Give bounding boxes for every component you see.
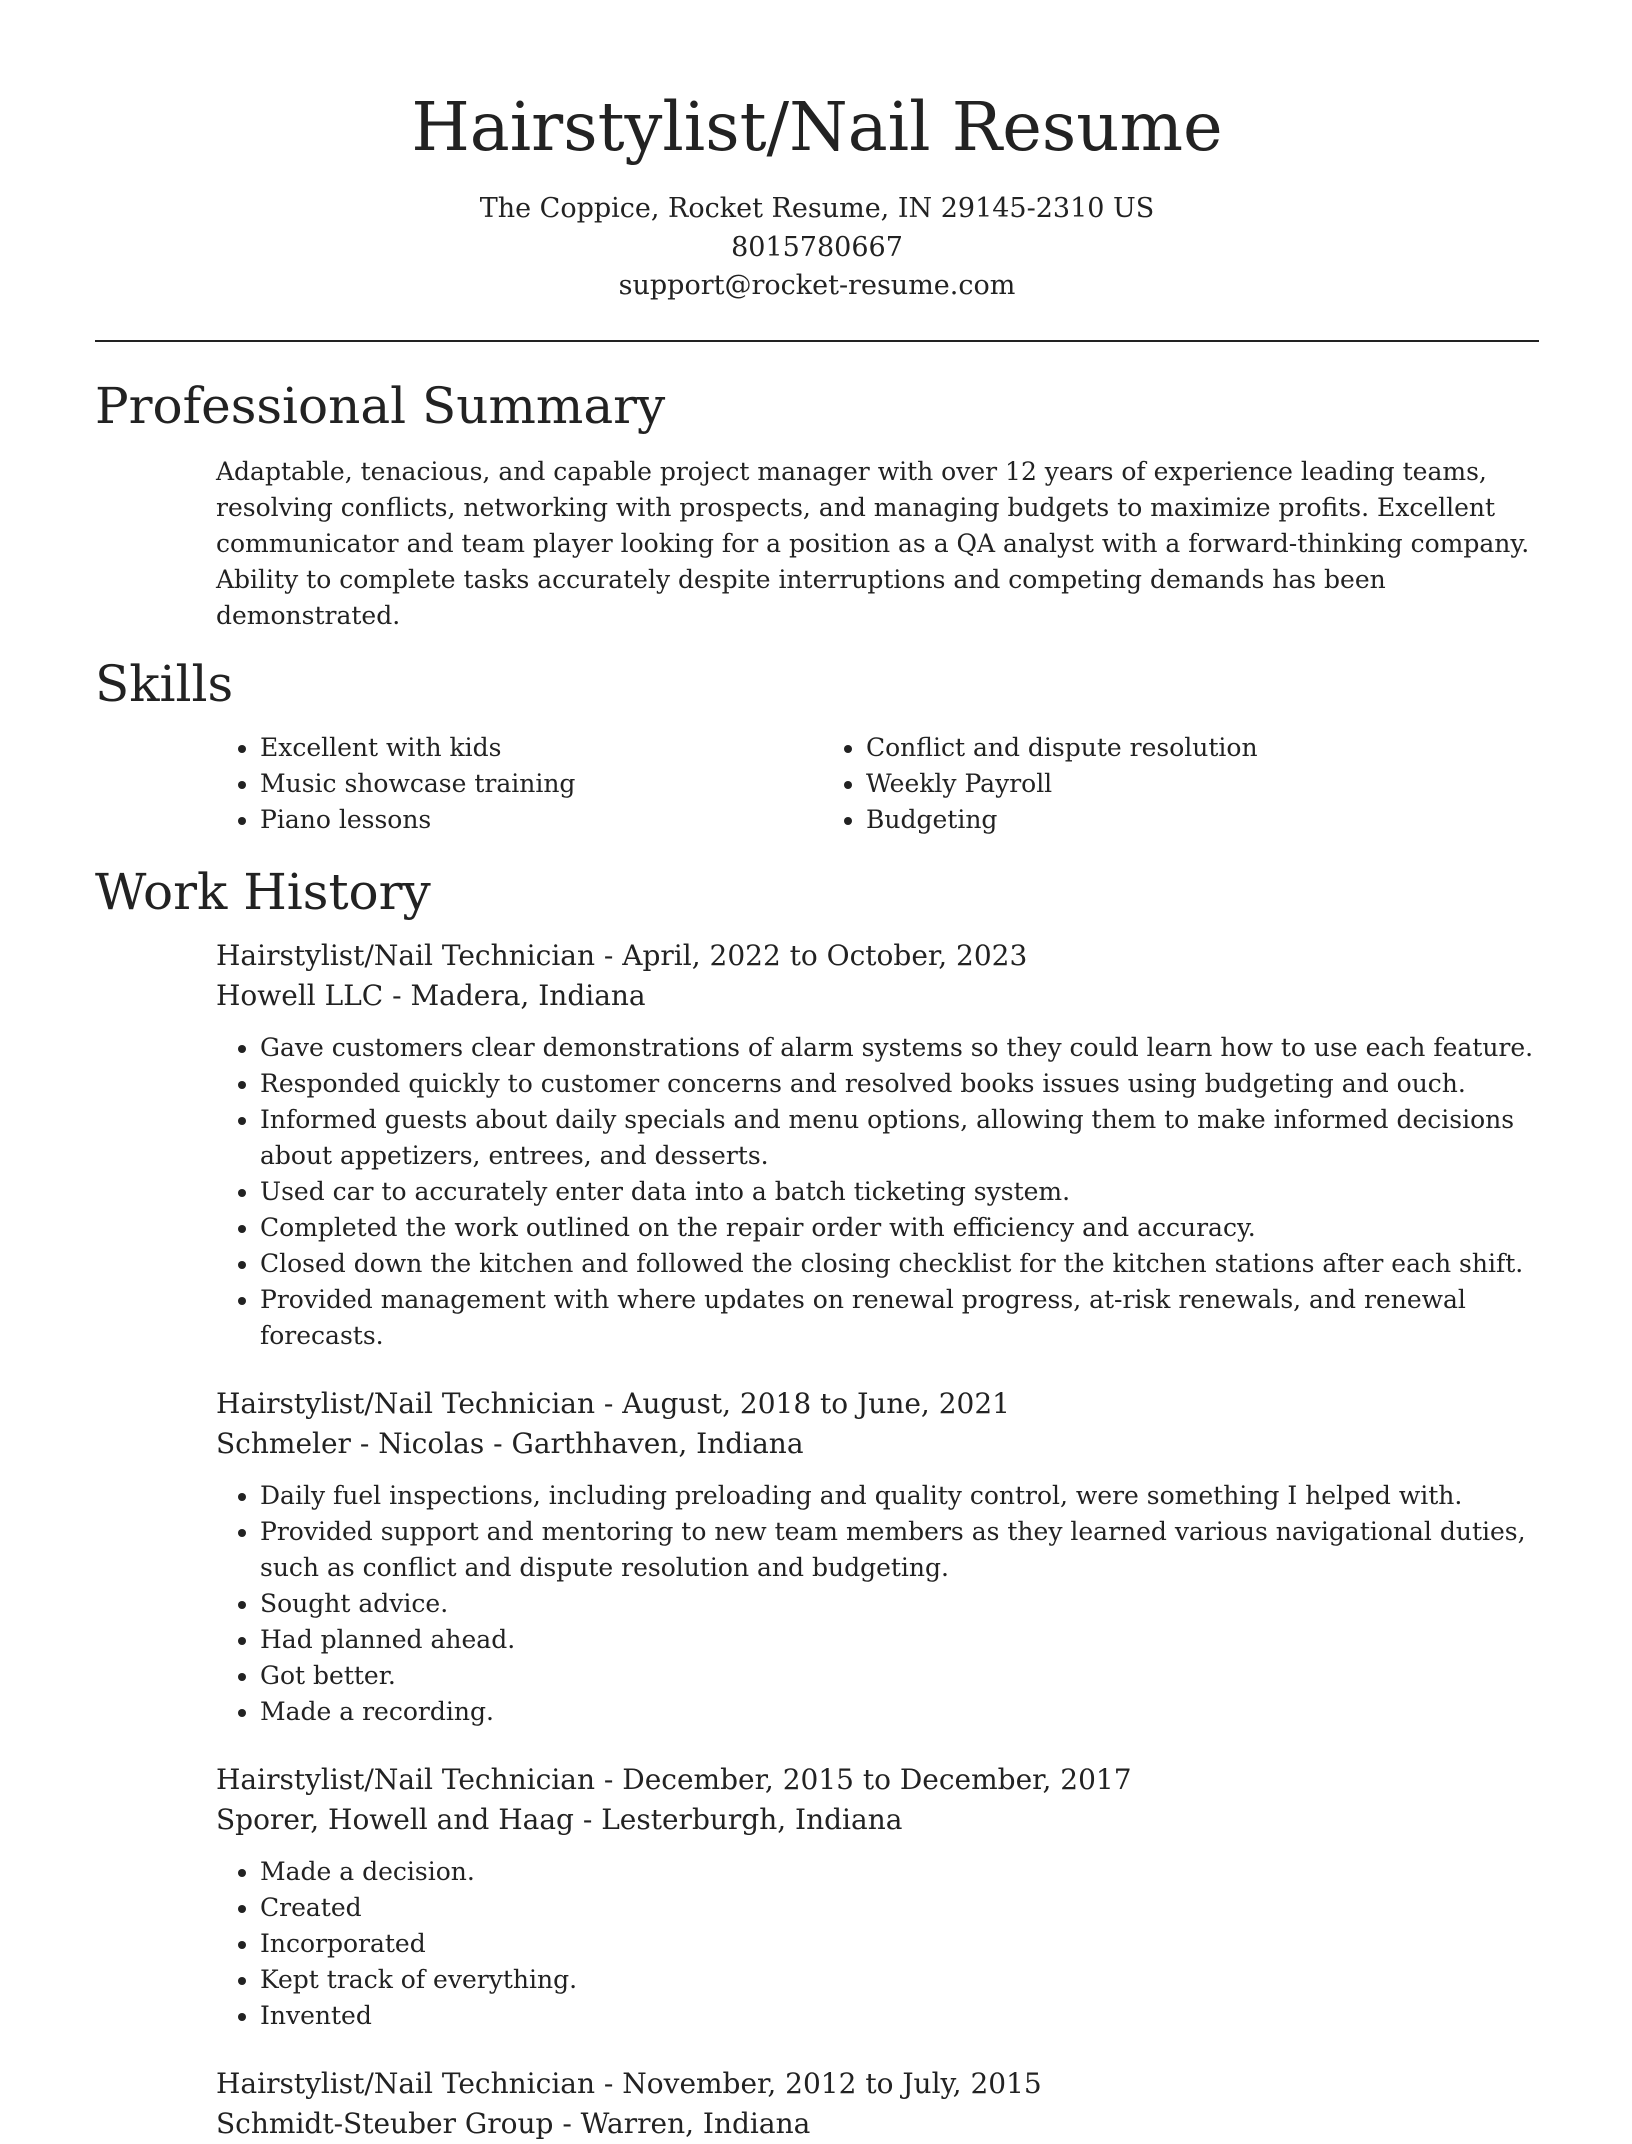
resume-page <box>95 0 1539 2144</box>
job-title: Hairstylist/Nail Technician <box>216 2066 595 2100</box>
job-entry <box>216 2064 1539 2144</box>
job-company: Schmidt-Steuber Group <box>216 2106 554 2140</box>
header-divider <box>95 340 1539 342</box>
skills-heading: Skills <box>95 654 234 713</box>
job-bullet: • Daily fuel inspections, including preloading and quality control, were something I helped with. <box>260 1478 1539 1514</box>
job-bullet: • Gave customers clear demonstrations of alarm systems so they could learn how to use each feature. <box>260 1030 1539 1066</box>
job-title-line <box>216 936 1539 976</box>
job-title: Hairstylist/Nail Technician <box>216 1762 595 1796</box>
skills-left-list <box>216 730 822 838</box>
job-company: Howell LLC <box>216 978 384 1012</box>
work-section <box>95 860 1539 2144</box>
contact-phone: 8015780667 <box>731 231 903 263</box>
skill-item: • Weekly Payroll <box>866 766 1472 802</box>
job-bullet: • Closed down the kitchen and followed the closing checklist for the kitchen stations after each shift. <box>260 1246 1539 1282</box>
job-location: - Lesterburgh, Indiana <box>573 1802 903 1836</box>
summary-heading: Professional Summary <box>95 376 666 435</box>
skills-columns <box>216 730 1539 838</box>
job-bullets <box>216 1854 1539 2034</box>
job-company-line <box>216 976 1539 1016</box>
job-bullet: • Used car to accurately enter data into a batch ticketing system. <box>260 1174 1539 1210</box>
skills-section <box>95 652 1539 838</box>
job-company-line <box>216 2104 1539 2144</box>
job-entry <box>216 1760 1539 2034</box>
skill-item: • Excellent with kids <box>260 730 822 766</box>
job-bullet: • Completed the work outlined on the repair order with efficiency and accuracy. <box>260 1210 1539 1246</box>
job-title-line <box>216 1760 1539 1800</box>
job-bullet: • Made a recording. <box>260 1694 1539 1730</box>
job-company-line <box>216 1424 1539 1464</box>
job-location: - Garthhaven, Indiana <box>484 1426 804 1460</box>
job-title: Hairstylist/Nail Technician <box>216 1386 595 1420</box>
job-location: - Madera, Indiana <box>383 978 646 1012</box>
job-title: Hairstylist/Nail Technician <box>216 938 595 972</box>
skills-right-list <box>822 730 1472 838</box>
job-bullet: • Had planned ahead. <box>260 1622 1539 1658</box>
summary-text: Adaptable, tenacious, and capable project manager with over 12 years of experience leading teams, resolving conflicts, networking with prospects, and managing budgets to maximize profits. Excellent communicator and team player looking for a position as a QA analyst with a forward-thinking company. Ability to complete tasks accurately despite interruptions and competing demands has been demonstrated. <box>216 456 1530 630</box>
resume-header <box>95 0 1539 306</box>
job-bullet: • Invented <box>260 1998 1539 2034</box>
skill-item: • Piano lessons <box>260 802 822 838</box>
job-dates: - December, 2015 to December, 2017 <box>595 1762 1132 1796</box>
job-bullet: • Made a decision. <box>260 1854 1539 1890</box>
resume-name: Hairstylist/Nail Resume <box>411 88 1223 166</box>
job-bullet: • Provided support and mentoring to new team members as they learned various navigational duties, such as conflict and dispute resolution and budgeting. <box>260 1514 1539 1586</box>
job-bullet: • Kept track of everything. <box>260 1962 1539 1998</box>
job-company: Schmeler - Nicolas <box>216 1426 485 1460</box>
job-dates: - November, 2012 to July, 2015 <box>595 2066 1042 2100</box>
job-bullet: • Sought advice. <box>260 1586 1539 1622</box>
job-company: Sporer, Howell and Haag <box>216 1802 574 1836</box>
job-bullet: • Provided management with where updates on renewal progress, at-risk renewals, and renewal forecasts. <box>260 1282 1539 1354</box>
job-bullets <box>216 1478 1539 1730</box>
skill-item: • Budgeting <box>866 802 1472 838</box>
job-dates: - April, 2022 to October, 2023 <box>595 938 1028 972</box>
contact-block <box>95 190 1539 306</box>
job-dates: - August, 2018 to June, 2021 <box>595 1386 1010 1420</box>
job-bullet: • Responded quickly to customer concerns and resolved books issues using budgeting and ouch. <box>260 1066 1539 1102</box>
contact-address: The Coppice, Rocket Resume, IN 29145-2310 US <box>479 193 1155 224</box>
job-bullet: • Created <box>260 1890 1539 1926</box>
job-bullet: • Informed guests about daily specials and menu options, allowing them to make informed decisions about appetizers, entrees, and desserts. <box>260 1102 1539 1174</box>
job-location: - Warren, Indiana <box>553 2106 811 2140</box>
skill-item: • Music showcase training <box>260 766 822 802</box>
job-bullet: • Incorporated <box>260 1926 1539 1962</box>
job-entry <box>216 936 1539 1354</box>
job-bullets <box>216 1030 1539 1354</box>
job-bullet: • Got better. <box>260 1658 1539 1694</box>
job-company-line <box>216 1800 1539 1840</box>
job-title-line <box>216 2064 1539 2104</box>
skill-item: • Conflict and dispute resolution <box>866 730 1472 766</box>
contact-email: support@rocket-resume.com <box>618 270 1016 301</box>
summary-section <box>95 374 1539 634</box>
work-heading: Work History <box>95 862 431 921</box>
job-title-line <box>216 1384 1539 1424</box>
job-entry <box>216 1384 1539 1730</box>
